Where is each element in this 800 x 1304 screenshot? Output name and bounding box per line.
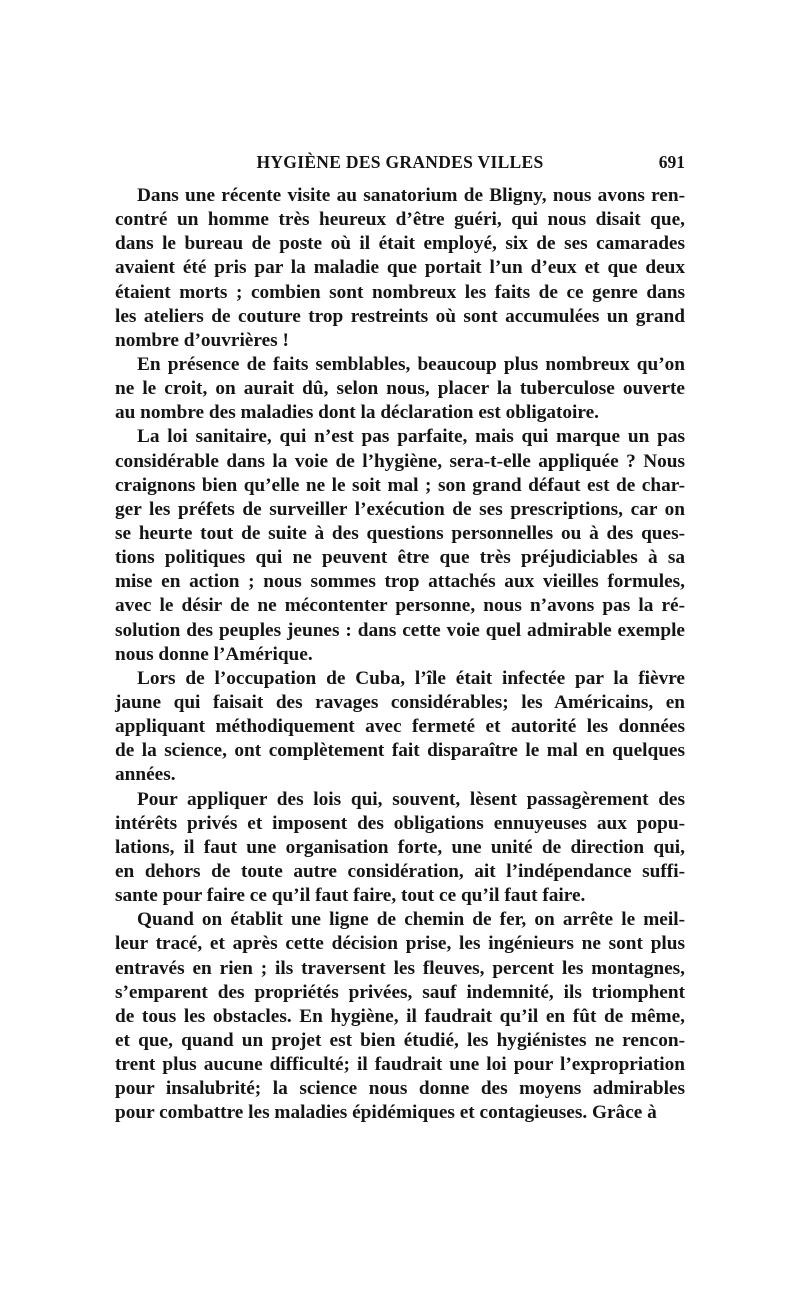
text-line: en dehors de toute autre considération, ait l’indépendance suffi-	[115, 860, 685, 882]
text-line: nous donne l’Amérique.	[115, 643, 313, 665]
text-line: appliquant méthodiquement avec fermeté et autorité les données	[115, 716, 685, 738]
text-line: craignons bien qu’elle ne le soit mal ; son grand défaut est de char-	[115, 474, 685, 496]
paragraph	[115, 425, 685, 666]
paragraph	[115, 908, 685, 1125]
text-line: s’emparent des propriétés privées, sauf indemnité, ils triomphent	[115, 981, 685, 1003]
text-line: intérêts privés et imposent des obligations ennuyeuses aux popu-	[115, 812, 685, 834]
text-line: les ateliers de couture trop restreints où sont accumulées un grand	[115, 305, 685, 327]
text-line: Quand on établit une ligne de chemin de fer, on arrête le meil-	[137, 909, 685, 931]
text-line: contré un homme très heureux d’être guéri, qui nous disait que,	[115, 209, 685, 231]
text-line: au nombre des maladies dont la déclaration est obligatoire.	[115, 402, 599, 424]
text-line: solution des peuples jeunes : dans cette voie quel admirable exemple	[115, 619, 685, 641]
text-line: ger les préfets de surveiller l’exécution de ses prescriptions, car on	[115, 498, 685, 520]
text-line: ne le croit, on aurait dû, selon nous, placer la tuberculose ouverte	[115, 378, 685, 400]
text-line: avaient été pris par la maladie que portait l’un d’eux et que deux	[115, 257, 685, 279]
text-line: pour insalubrité; la science nous donne des moyens admirables	[115, 1078, 685, 1100]
text-line: nombre d’ouvrières !	[115, 329, 289, 351]
text-line: de tous les obstacles. En hygiène, il faudrait qu’il en fût de même,	[115, 1005, 685, 1027]
text-line: dans le bureau de poste où il était employé, six de ses camarades	[115, 233, 685, 255]
text-line: se heurte tout de suite à des questions personnelles ou à des ques-	[115, 522, 685, 544]
body-text	[115, 184, 685, 1125]
paragraph	[115, 184, 685, 353]
running-title: HYGIÈNE DES GRANDES VILLES	[256, 152, 544, 172]
running-header	[115, 150, 685, 174]
text-line: pour combattre les maladies épidémiques et contagieuses. Grâce à	[115, 1102, 657, 1124]
text-line: tions politiques qui ne peuvent être que très préjudiciables à sa	[115, 547, 685, 569]
text-line: Lors de l’occupation de Cuba, l’île était infectée par la fièvre	[137, 667, 685, 689]
text-line: leur tracé, et après cette décision prise, les ingénieurs ne sont plus	[115, 933, 685, 955]
text-line: mise en action ; nous sommes trop attachés aux vieilles formules,	[115, 571, 685, 593]
paragraph	[115, 353, 685, 425]
text-line: étaient morts ; combien sont nombreux les faits de ce genre dans	[115, 281, 685, 303]
text-line: jaune qui faisait des ravages considérables; les Américains, en	[115, 691, 685, 713]
text-line: La loi sanitaire, qui n’est pas parfaite, mais qui marque un pas	[137, 426, 685, 448]
text-line: années.	[115, 764, 176, 786]
text-line: Pour appliquer des lois qui, souvent, lèsent passagèrement des	[137, 788, 685, 810]
text-line: trent plus aucune difficulté; il faudrait une loi pour l’expropriation	[115, 1054, 685, 1076]
paragraph	[115, 788, 685, 909]
text-line: En présence de faits semblables, beaucoup plus nombreux qu’on	[137, 353, 685, 375]
text-line: et que, quand un projet est bien étudié, les hygiénistes ne rencon-	[115, 1029, 685, 1051]
text-line: entravés en rien ; ils traversent les fleuves, percent les montagnes,	[115, 957, 685, 979]
text-line: sante pour faire ce qu’il faut faire, tout ce qu’il faut faire.	[115, 885, 586, 907]
paragraph	[115, 667, 685, 788]
text-line: avec le désir de ne mécontenter personne, nous n’avons pas la ré-	[115, 595, 685, 617]
text-line: de la science, ont complètement fait disparaître le mal en quelques	[115, 740, 685, 762]
text-line: lations, il faut une organisation forte, une unité de direction qui,	[115, 836, 685, 858]
page-number: 691	[658, 152, 685, 172]
text-line: considérable dans la voie de l’hygiène, sera-t-elle appliquée ? Nous	[115, 450, 685, 472]
text-line: Dans une récente visite au sanatorium de Bligny, nous avons ren-	[137, 185, 685, 206]
